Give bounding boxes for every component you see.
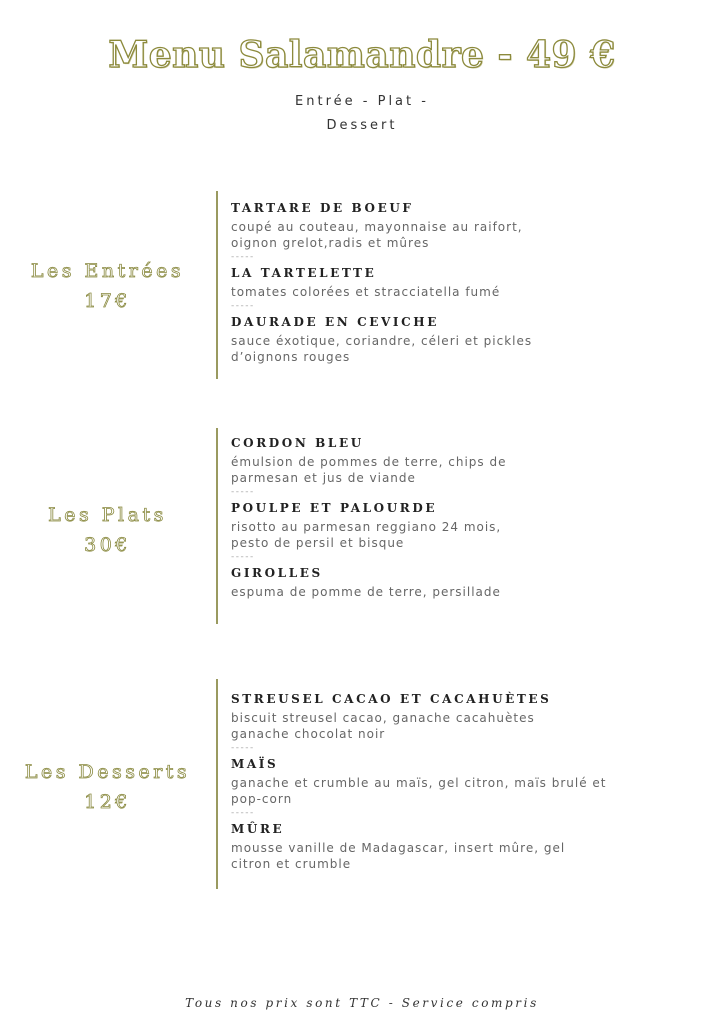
dish-separator: ----- [231,487,255,497]
menu-title: Menu Salamandre - 49 € [108,34,616,76]
dish-description-line: ganache et crumble au maïs, gel citron, maïs brulé et [231,776,607,790]
dish-separator: ----- [231,252,255,262]
dish-description [231,454,631,486]
dish-description-line: biscuit streusel cacao, ganache cacahuètes [231,711,535,725]
dish-description-line: citron et crumble [231,857,352,871]
menu-subtitle [262,90,462,138]
dish-description [231,584,631,600]
section-name: Les Desserts [24,761,191,783]
dish-list [231,691,651,872]
section-divider [216,679,218,889]
dish-name: MÛRE [231,822,285,836]
dish-name: STREUSEL CACAO ET CACAHUÈTES [231,692,552,706]
section-divider [216,428,218,624]
dish-description [231,775,651,807]
dish-description-line: pesto de persil et bisque [231,536,405,550]
dish-description-line: ganache chocolat noir [231,727,386,741]
dish-description-line: tomates colorées et stracciatella fumé [231,285,501,299]
section-price: 30€ [84,534,131,556]
dish-item [231,756,651,807]
dish-description-line: oignon grelot,radis et mûres [231,236,430,250]
dish-separator: ----- [231,552,255,562]
dish-item [231,200,631,251]
section-label [20,500,195,560]
dish-item [231,500,631,551]
section-divider [216,191,218,379]
dish-item [231,265,631,300]
section-label [20,256,195,316]
dish-name: LA TARTELETTE [231,266,377,280]
dish-description [231,519,631,551]
section-label [20,757,195,817]
dish-name: MAÏS [231,757,279,771]
dish-description [231,284,631,300]
dish-item [231,691,651,742]
section-price: 12€ [84,791,131,813]
subtitle-line: Dessert [326,118,398,133]
dish-name: DAURADE EN CEVICHE [231,315,439,329]
dish-description-line: mousse vanille de Madagascar, insert mûre, gel [231,841,566,855]
dish-item [231,435,631,486]
dish-description-line: coupé au couteau, mayonnaise au raifort, [231,220,523,234]
dish-description [231,219,631,251]
dish-name: POULPE ET PALOURDE [231,501,438,515]
section-price: 17€ [84,290,131,312]
menu-footer: Tous nos prix sont TTC - Service compris [185,996,539,1010]
dish-separator: ----- [231,743,255,753]
dish-description-line: pop-corn [231,792,293,806]
dish-description [231,710,651,742]
dish-description-line: parmesan et jus de viande [231,471,416,485]
dish-item [231,565,631,600]
dish-separator: ----- [231,808,255,818]
dish-description-line: risotto au parmesan reggiano 24 mois, [231,520,502,534]
dish-separator: ----- [231,301,255,311]
dish-description-line: d’oignons rouges [231,350,351,364]
dish-item [231,821,651,872]
dish-description-line: espuma de pomme de terre, persillade [231,585,501,599]
dish-description-line: sauce éxotique, coriandre, céleri et pickles [231,334,533,348]
subtitle-line: Entrée - Plat - [295,94,429,109]
dish-list [231,435,631,600]
dish-item [231,314,631,365]
dish-description-line: émulsion de pommes de terre, chips de [231,455,507,469]
dish-description [231,333,631,365]
dish-name: CORDON BLEU [231,436,364,450]
section-name: Les Plats [48,504,167,526]
dish-name: GIROLLES [231,566,323,580]
dish-description [231,840,651,872]
dish-list [231,200,631,365]
dish-name: TARTARE DE BOEUF [231,201,414,215]
section-name: Les Entrées [30,260,185,282]
